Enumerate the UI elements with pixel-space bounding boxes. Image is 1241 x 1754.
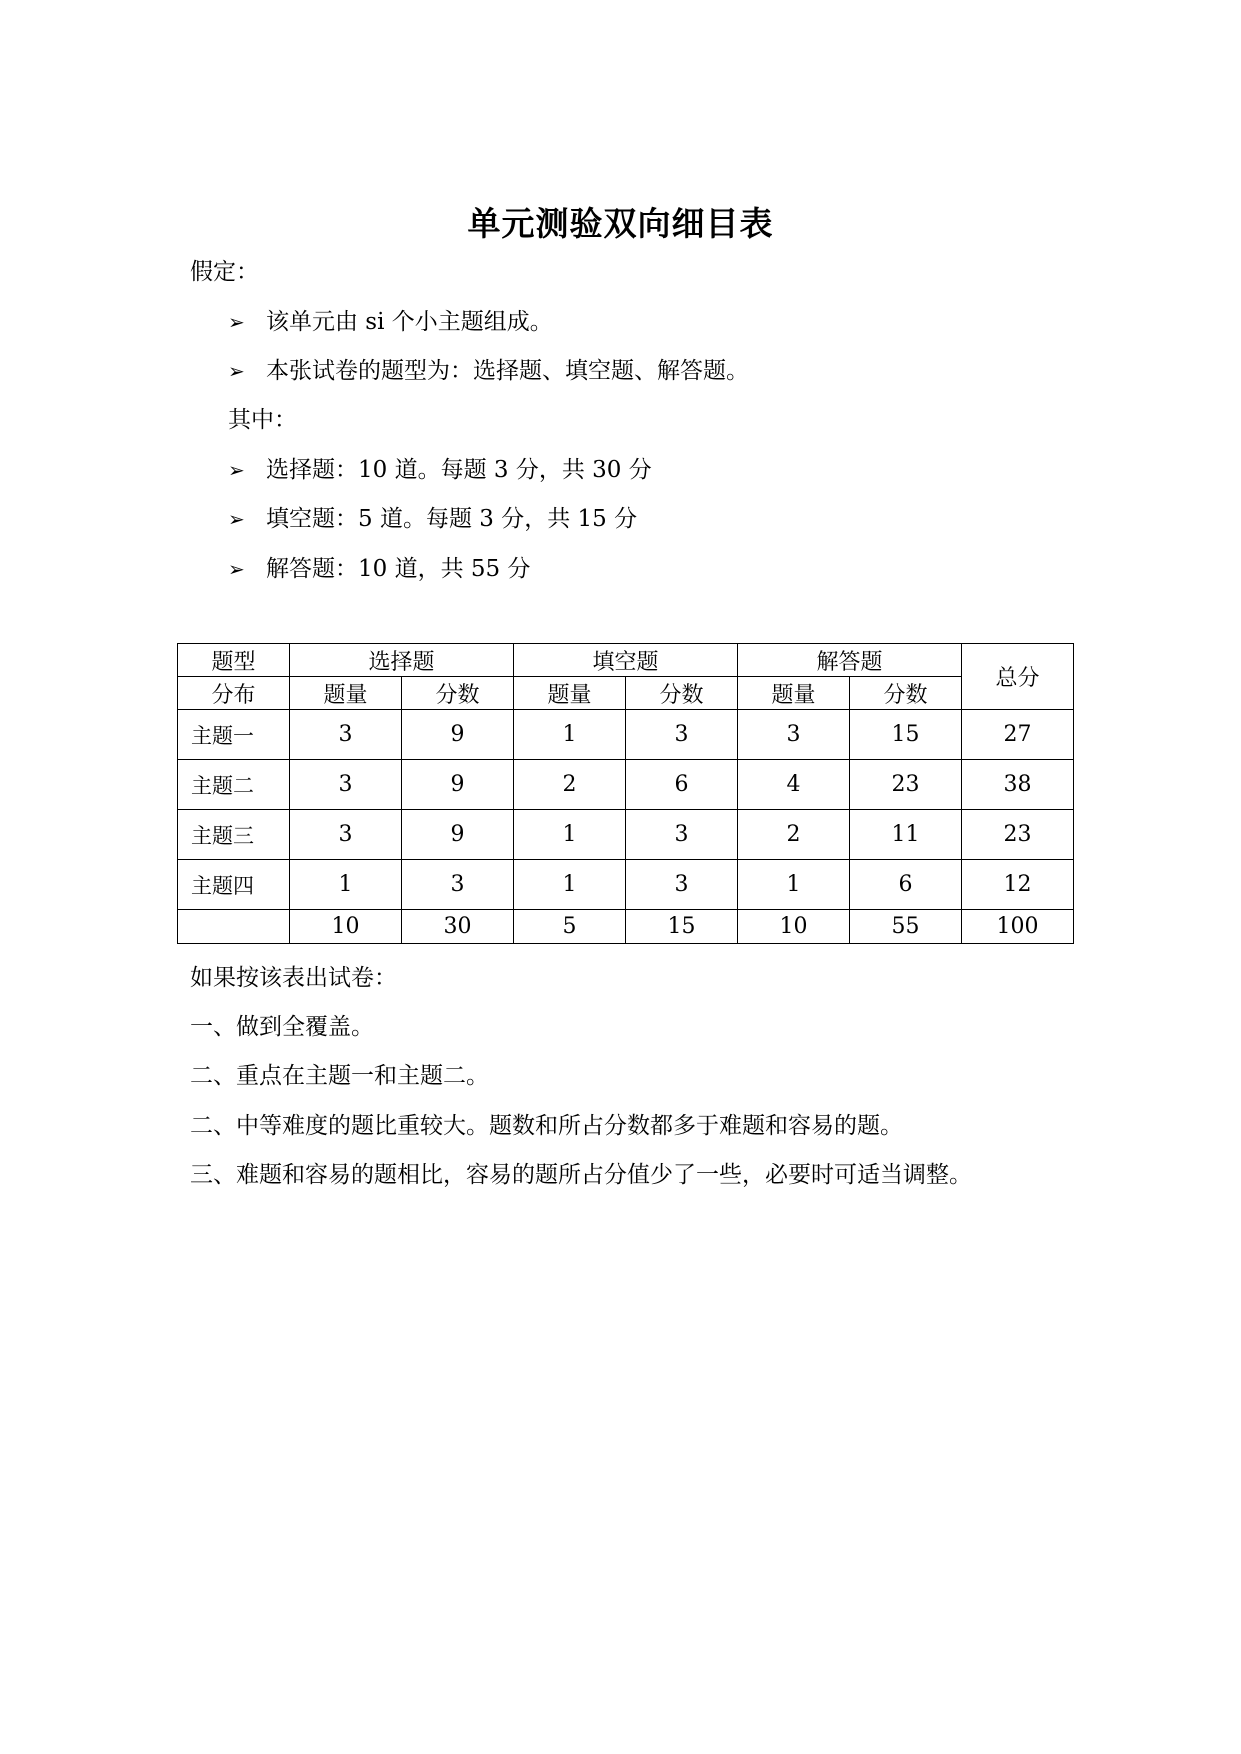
conclusion-intro: 如果按该表出试卷： — [190, 965, 397, 991]
group-header-fill: 填空题 — [514, 644, 738, 677]
conclusion-item: 二、中等难度的题比重较大。题数和所占分数都多于难题和容易的题。 — [190, 1113, 903, 1139]
row-label — [178, 910, 290, 944]
specification-table — [177, 643, 1074, 944]
total-cell: 10 — [290, 910, 402, 944]
sub-header: 分数 — [850, 677, 962, 710]
table-cell: 11 — [850, 810, 962, 860]
table-cell: 9 — [402, 760, 514, 810]
table-subheader-row — [178, 677, 1074, 710]
table-cell: 4 — [738, 760, 850, 810]
assumption-label: 假定： — [190, 259, 259, 285]
row-label: 主题三 — [178, 810, 290, 860]
table-cell: 3 — [738, 710, 850, 760]
table-cell: 3 — [626, 860, 738, 910]
table-row — [178, 760, 1074, 810]
table-cell: 2 — [738, 810, 850, 860]
table-cell: 3 — [290, 810, 402, 860]
detail-item: ➢ 选择题：10 道。每题 3 分，共 30 分 — [228, 457, 652, 483]
sub-header: 题量 — [290, 677, 402, 710]
row-label: 主题一 — [178, 710, 290, 760]
table-cell: 3 — [290, 760, 402, 810]
assumption-item: ➢ 本张试卷的题型为：选择题、填空题、解答题。 — [228, 358, 749, 384]
table-cell: 12 — [962, 860, 1074, 910]
table-row — [178, 810, 1074, 860]
table-cell: 2 — [514, 760, 626, 810]
table-cell: 1 — [514, 860, 626, 910]
table-cell: 1 — [290, 860, 402, 910]
conclusion-item: 二、重点在主题一和主题二。 — [190, 1063, 489, 1089]
assumption-item: ➢ 该单元由 si 个小主题组成。 — [228, 309, 553, 335]
detail-item: ➢ 解答题：10 道，共 55 分 — [228, 556, 531, 582]
sub-header: 分数 — [402, 677, 514, 710]
table-cell: 38 — [962, 760, 1074, 810]
corner-header-top: 题型 — [178, 644, 290, 677]
corner-header-bottom: 分布 — [178, 677, 290, 710]
row-label: 主题二 — [178, 760, 290, 810]
table-cell: 9 — [402, 710, 514, 760]
total-header: 总分 — [962, 644, 1074, 710]
table-row — [178, 860, 1074, 910]
table-header-row — [178, 644, 1074, 677]
total-cell: 5 — [514, 910, 626, 944]
table-cell: 6 — [850, 860, 962, 910]
table-total-row — [178, 910, 1074, 944]
table-cell: 1 — [514, 810, 626, 860]
table-cell: 1 — [514, 710, 626, 760]
among-label: 其中： — [228, 407, 297, 433]
table-cell: 3 — [626, 710, 738, 760]
table-cell: 9 — [402, 810, 514, 860]
page-title: 单元测验双向细目表 — [467, 204, 774, 243]
table-cell: 6 — [626, 760, 738, 810]
table-cell: 3 — [626, 810, 738, 860]
total-cell: 100 — [962, 910, 1074, 944]
table-cell: 23 — [850, 760, 962, 810]
sub-header: 题量 — [514, 677, 626, 710]
table-cell: 3 — [290, 710, 402, 760]
total-cell: 55 — [850, 910, 962, 944]
table-cell: 23 — [962, 810, 1074, 860]
group-header-answer: 解答题 — [738, 644, 962, 677]
table-cell: 27 — [962, 710, 1074, 760]
table-cell: 15 — [850, 710, 962, 760]
arrowhead-bullet-icon: ➢ — [228, 557, 245, 581]
group-header-choice: 选择题 — [290, 644, 514, 677]
row-label: 主题四 — [178, 860, 290, 910]
table-row — [178, 710, 1074, 760]
conclusion-item: 三、难题和容易的题相比，容易的题所占分值少了一些，必要时可适当调整。 — [190, 1162, 972, 1188]
detail-item: ➢ 填空题：5 道。每题 3 分，共 15 分 — [228, 506, 638, 532]
sub-header: 题量 — [738, 677, 850, 710]
total-cell: 15 — [626, 910, 738, 944]
total-cell: 10 — [738, 910, 850, 944]
table-cell: 1 — [738, 860, 850, 910]
arrowhead-bullet-icon: ➢ — [228, 458, 245, 482]
sub-header: 分数 — [626, 677, 738, 710]
arrowhead-bullet-icon: ➢ — [228, 310, 245, 334]
table-cell: 3 — [402, 860, 514, 910]
arrowhead-bullet-icon: ➢ — [228, 359, 245, 383]
conclusion-item: 一、做到全覆盖。 — [190, 1014, 374, 1040]
total-cell: 30 — [402, 910, 514, 944]
arrowhead-bullet-icon: ➢ — [228, 507, 245, 531]
